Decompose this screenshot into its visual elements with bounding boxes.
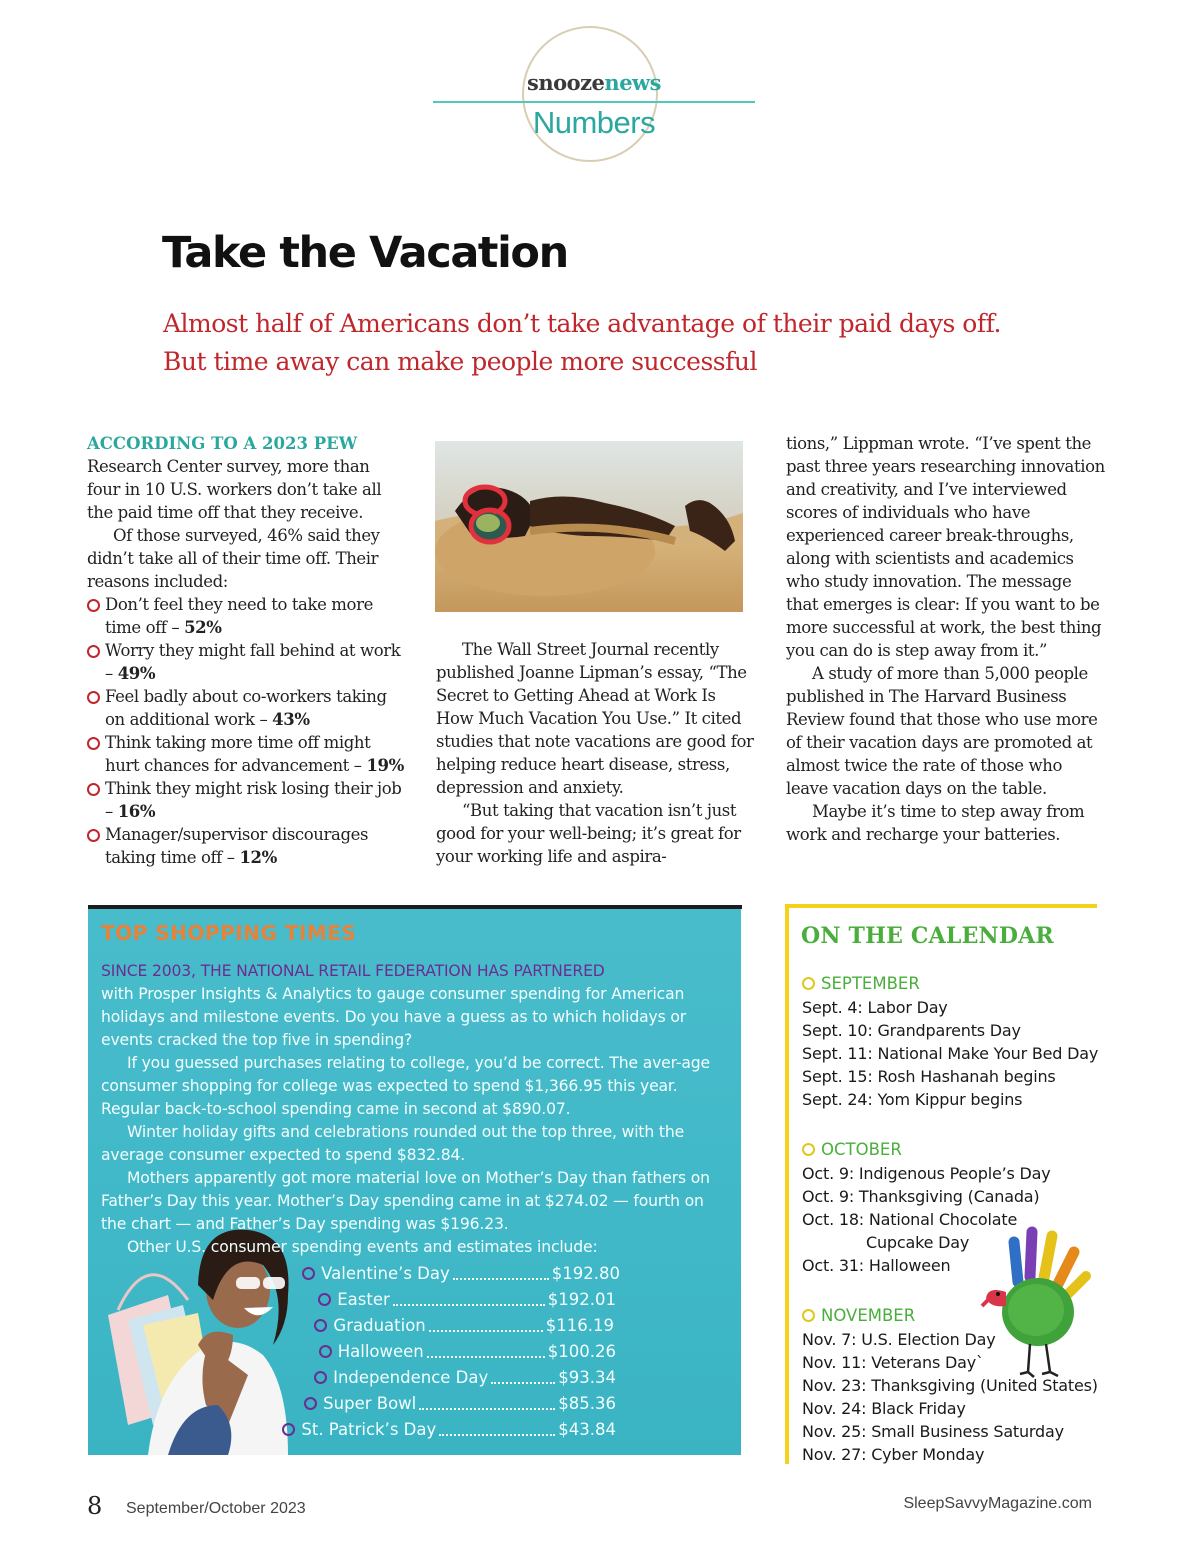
- list-item: Nov. 7: U.S. Election Day: [802, 1330, 996, 1349]
- calendar-events-september: [802, 996, 1102, 1111]
- calendar-month-october: OCTOBER: [802, 1140, 902, 1159]
- issue-date: September/October 2023: [126, 1500, 306, 1517]
- bullet-ring-icon: [314, 1371, 327, 1384]
- col2-paragraph-1: The Wall Street Journal recently published Joanne Lipman’s essay, “The Secret to Getting Ahead at Work Is How Much Vacation You Use.” It cited studies that note vacations are good for helping reduce heart disease, stress, depression and anxiety.: [436, 640, 754, 797]
- list-item: Nov. 11: Veterans Day`: [802, 1353, 984, 1372]
- list-item: Nov. 24: Black Friday: [802, 1399, 966, 1418]
- list-item: Think taking more time off might hurt chances for advancement – 19%: [87, 731, 407, 777]
- list-item: Easter $192.01: [318, 1286, 616, 1312]
- list-item: Sept. 24: Yom Kippur begins: [802, 1090, 1023, 1109]
- list-item: Oct. 31: Halloween: [802, 1256, 951, 1275]
- list-item: Super Bowl $85.36: [304, 1390, 616, 1416]
- list-item: Worry they might fall behind at work – 49%: [87, 639, 407, 685]
- shopping-lead-in: SINCE 2003, THE NATIONAL RETAIL FEDERATION HAS PARTNERED: [101, 962, 605, 980]
- beach-dog-photo: [435, 441, 743, 612]
- shopping-paragraph-4: Mothers apparently got more material love on Mother’s Day than fathers on Father’s Day this year. Mother’s Day spending came in at $274.02 — fourth on the chart — and Father’s Day spending was $196.23.: [101, 1169, 710, 1233]
- brand-logo: [433, 70, 755, 95]
- col3-paragraph-1: tions,” Lippman wrote. “I’ve spent the past three years researching innovation and creativity, and I’ve interviewed scores of individuals who have experienced career break-throughs, along with scientists and academics who study innovation. The message that emerges is clear: If you want to be more successful at work, the best thing you can do is step away from it.”: [786, 434, 1105, 660]
- list-item: Feel badly about co-workers taking on additional work – 43%: [87, 685, 407, 731]
- list-item: St. Patrick’s Day $43.84: [282, 1416, 616, 1442]
- list-item: Independence Day $93.34: [314, 1364, 616, 1390]
- section-name: Numbers: [532, 105, 656, 140]
- calendar-border-top: [785, 904, 1097, 908]
- subtitle-line-2: But time away can make people more successful: [163, 347, 757, 376]
- list-item: Sept. 10: Grandparents Day: [802, 1021, 1021, 1040]
- col2-paragraph-2: “But taking that vacation isn’t just good for your well-being; it’s great for your working life and aspira-: [436, 801, 741, 866]
- shopping-paragraph-1: with Prosper Insights & Analytics to gauge consumer spending for American holidays and milestone events. Do you have a guess as to which holidays or events cracked the top five in spending?: [101, 985, 687, 1049]
- website-url: SleepSavvyMagazine.com: [903, 1495, 1092, 1512]
- list-item: Oct. 9: Thanksgiving (Canada): [802, 1187, 1040, 1206]
- bullet-ring-icon: [802, 1309, 815, 1322]
- article-title: Take the Vacation: [162, 228, 568, 278]
- list-item: Oct. 9: Indigenous People’s Day: [802, 1164, 1051, 1183]
- list-item: Nov. 23: Thanksgiving (United States): [802, 1376, 1098, 1395]
- bullet-ring-icon: [802, 977, 815, 990]
- list-item: Sept. 11: National Make Your Bed Day: [802, 1044, 1099, 1063]
- bullet-ring-icon: [87, 783, 100, 796]
- brand-part-a: snooze: [527, 70, 605, 95]
- list-item: Think they might risk losing their job – 16%: [87, 777, 407, 823]
- list-item: Cupcake Day: [866, 1233, 970, 1252]
- header-rule: [433, 101, 755, 103]
- article-subtitle: [163, 305, 1093, 381]
- list-item: Sept. 15: Rosh Hashanah begins: [802, 1067, 1056, 1086]
- col3-paragraph-2: A study of more than 5,000 people published in The Harvard Business Review found that those who use more of their vacation days are promoted at almost twice the rate of those who leave vacation days on the table.: [786, 664, 1098, 798]
- bullet-ring-icon: [87, 829, 100, 842]
- list-item: Nov. 25: Small Business Saturday: [802, 1422, 1064, 1441]
- bullet-ring-icon: [318, 1293, 331, 1306]
- list-item: Manager/supervisor discourages taking time off – 12%: [87, 823, 407, 869]
- bullet-ring-icon: [302, 1267, 315, 1280]
- bullet-ring-icon: [282, 1423, 295, 1436]
- calendar-border-left: [785, 904, 789, 1464]
- list-item: Oct. 18: National Chocolate: [802, 1210, 1018, 1229]
- list-item: Don’t feel they need to take more time off – 52%: [87, 593, 407, 639]
- shopping-paragraph-3: Winter holiday gifts and celebrations rounded out the top three, with the average consumer expected to spend $832.84.: [101, 1123, 685, 1164]
- calendar-month-november: NOVEMBER: [802, 1306, 915, 1325]
- subtitle-line-1: Almost half of Americans don’t take advantage of their paid days off.: [163, 309, 1001, 338]
- article-column-1: [87, 432, 407, 869]
- bullet-ring-icon: [87, 645, 100, 658]
- col1-paragraph-1: Research Center survey, more than four in 10 U.S. workers don’t take all the paid time off that they receive.: [87, 457, 382, 522]
- bullet-ring-icon: [304, 1397, 317, 1410]
- list-item: Nov. 27: Cyber Monday: [802, 1445, 985, 1464]
- shopping-body: [101, 960, 726, 1259]
- bullet-ring-icon: [87, 691, 100, 704]
- shopping-paragraph-2: If you guessed purchases relating to college, you’d be correct. The aver-age consumer shopping for college was expected to spend $1,366.95 this year. Regular back-to-school spending came in second at $890.07.: [101, 1054, 710, 1118]
- col1-paragraph-2: Of those surveyed, 46% said they didn’t take all of their time off. Their reasons included:: [87, 526, 380, 591]
- handprint-turkey-icon: [978, 1222, 1100, 1382]
- shopping-panel-rule: [88, 905, 742, 909]
- bullet-ring-icon: [802, 1143, 815, 1156]
- calendar-month-september: SEPTEMBER: [802, 974, 920, 993]
- bullet-ring-icon: [87, 599, 100, 612]
- article-column-2: [436, 638, 756, 868]
- page-number: 8: [87, 1492, 103, 1520]
- brand-part-b: news: [604, 70, 661, 95]
- bullet-ring-icon: [314, 1319, 327, 1332]
- bullet-ring-icon: [87, 737, 100, 750]
- list-item: Halloween $100.26: [319, 1338, 616, 1364]
- list-item: Valentine’s Day $192.80: [302, 1260, 620, 1286]
- shopping-paragraph-5: Other U.S. consumer spending events and estimates include:: [127, 1238, 598, 1256]
- article-lead-in: ACCORDING TO A 2023 PEW: [87, 434, 358, 453]
- calendar-title: ON THE CALENDAR: [801, 923, 1054, 949]
- reasons-list: [87, 593, 407, 869]
- list-item: Graduation $116.19: [314, 1312, 614, 1338]
- bullet-ring-icon: [319, 1345, 332, 1358]
- article-column-3: [786, 432, 1106, 846]
- shopping-title: TOP SHOPPING TIMES: [101, 921, 357, 945]
- col3-paragraph-3: Maybe it’s time to step away from work and recharge your batteries.: [786, 802, 1085, 844]
- list-item: Sept. 4: Labor Day: [802, 998, 948, 1017]
